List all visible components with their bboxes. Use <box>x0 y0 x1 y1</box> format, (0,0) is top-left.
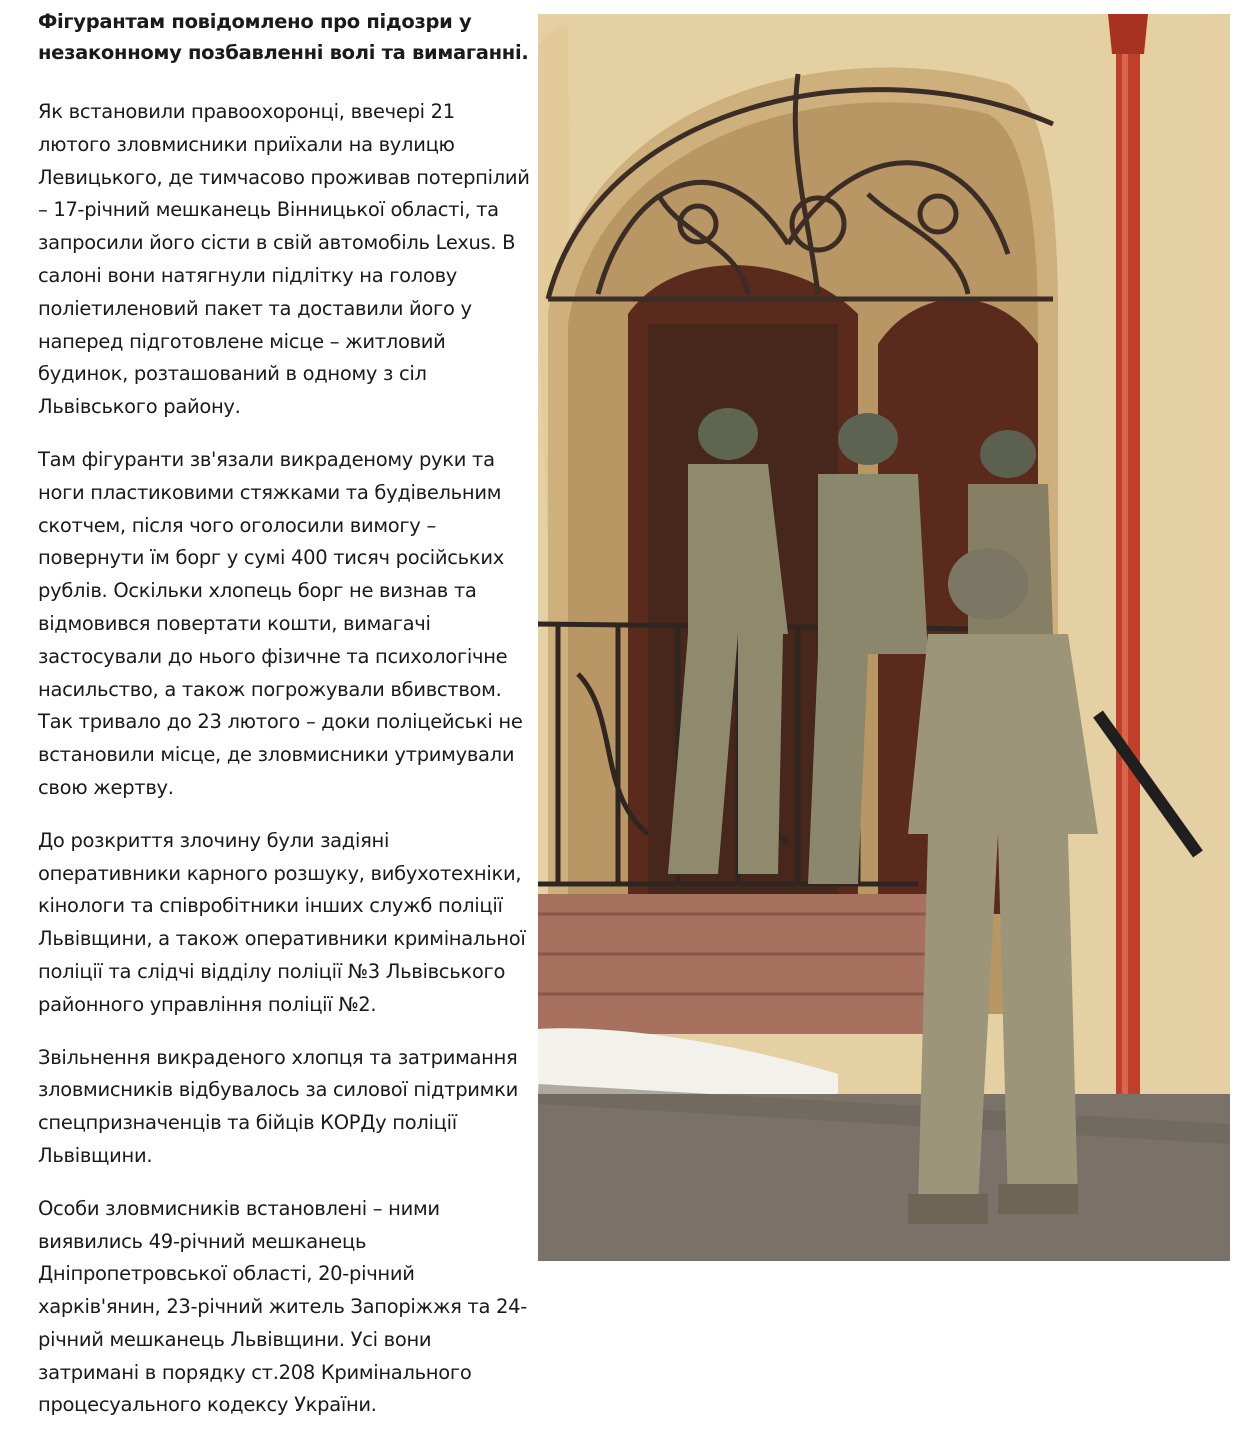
article-lead: Фігурантам повідомлено про підозри у незаконному позбавленні волі та вимаганні. <box>38 10 529 64</box>
article-text <box>38 6 532 1442</box>
article-paragraph: Там фігуранти зв'язали викраденому руки та ноги пластиковими стяжками та будівельним скотчем, після чого оголосили вимогу – повернути їм борг у сумі 400 тисяч російських рублів. Оскільки хлопець борг не визнав та відмовився повертати кошти, вимагачі застосували до нього фізичне та психологічне насильство, а також погрожували вбивством. Так тривало до 23 лютого – доки поліцейські не встановили місце, де зловмисники утримували свою жертву. <box>38 447 523 799</box>
article-paragraph: До розкриття злочину були задіяні оперативники карного розшуку, вибухотехніки, кінологи та співробітники інших служб поліції Львівщини, а також оперативники кримінальної поліції та слідчі відділу поліції №3 Львівського районного управління поліції №2. <box>38 828 526 1016</box>
police-operation-photo <box>538 14 1230 1261</box>
article-paragraph: Особи зловмисників встановлені – ними виявились 49-річний мешканець Дніпропетровської області, 20-річний харків'янин, 23-річний житель Запоріжжя та 24-річний мешканець Львівщини. Усі вони затримані в порядку ст.208 Кримінального процесуального кодексу України. <box>38 1196 527 1417</box>
article-paragraph: Як встановили правоохоронці, ввечері 21 лютого зловмисники приїхали на вулицю Левицького, де тимчасово проживав потерпілий – 17-річний мешканець Вінницької області, та запросили його сісти в свій автомобіль Lexus. В салоні вони натягнули підлітку на голову поліетиленовий пакет та доставили його у наперед підготовлене місце – житловий будинок, розташований в одному з сіл Львівського району. <box>38 100 530 419</box>
article-paragraph: Звільнення викраденого хлопця та затримання зловмисників відбувалось за силової підтримки спецпризначенців та бійців КОРДу поліції Львівщини. <box>38 1045 518 1167</box>
